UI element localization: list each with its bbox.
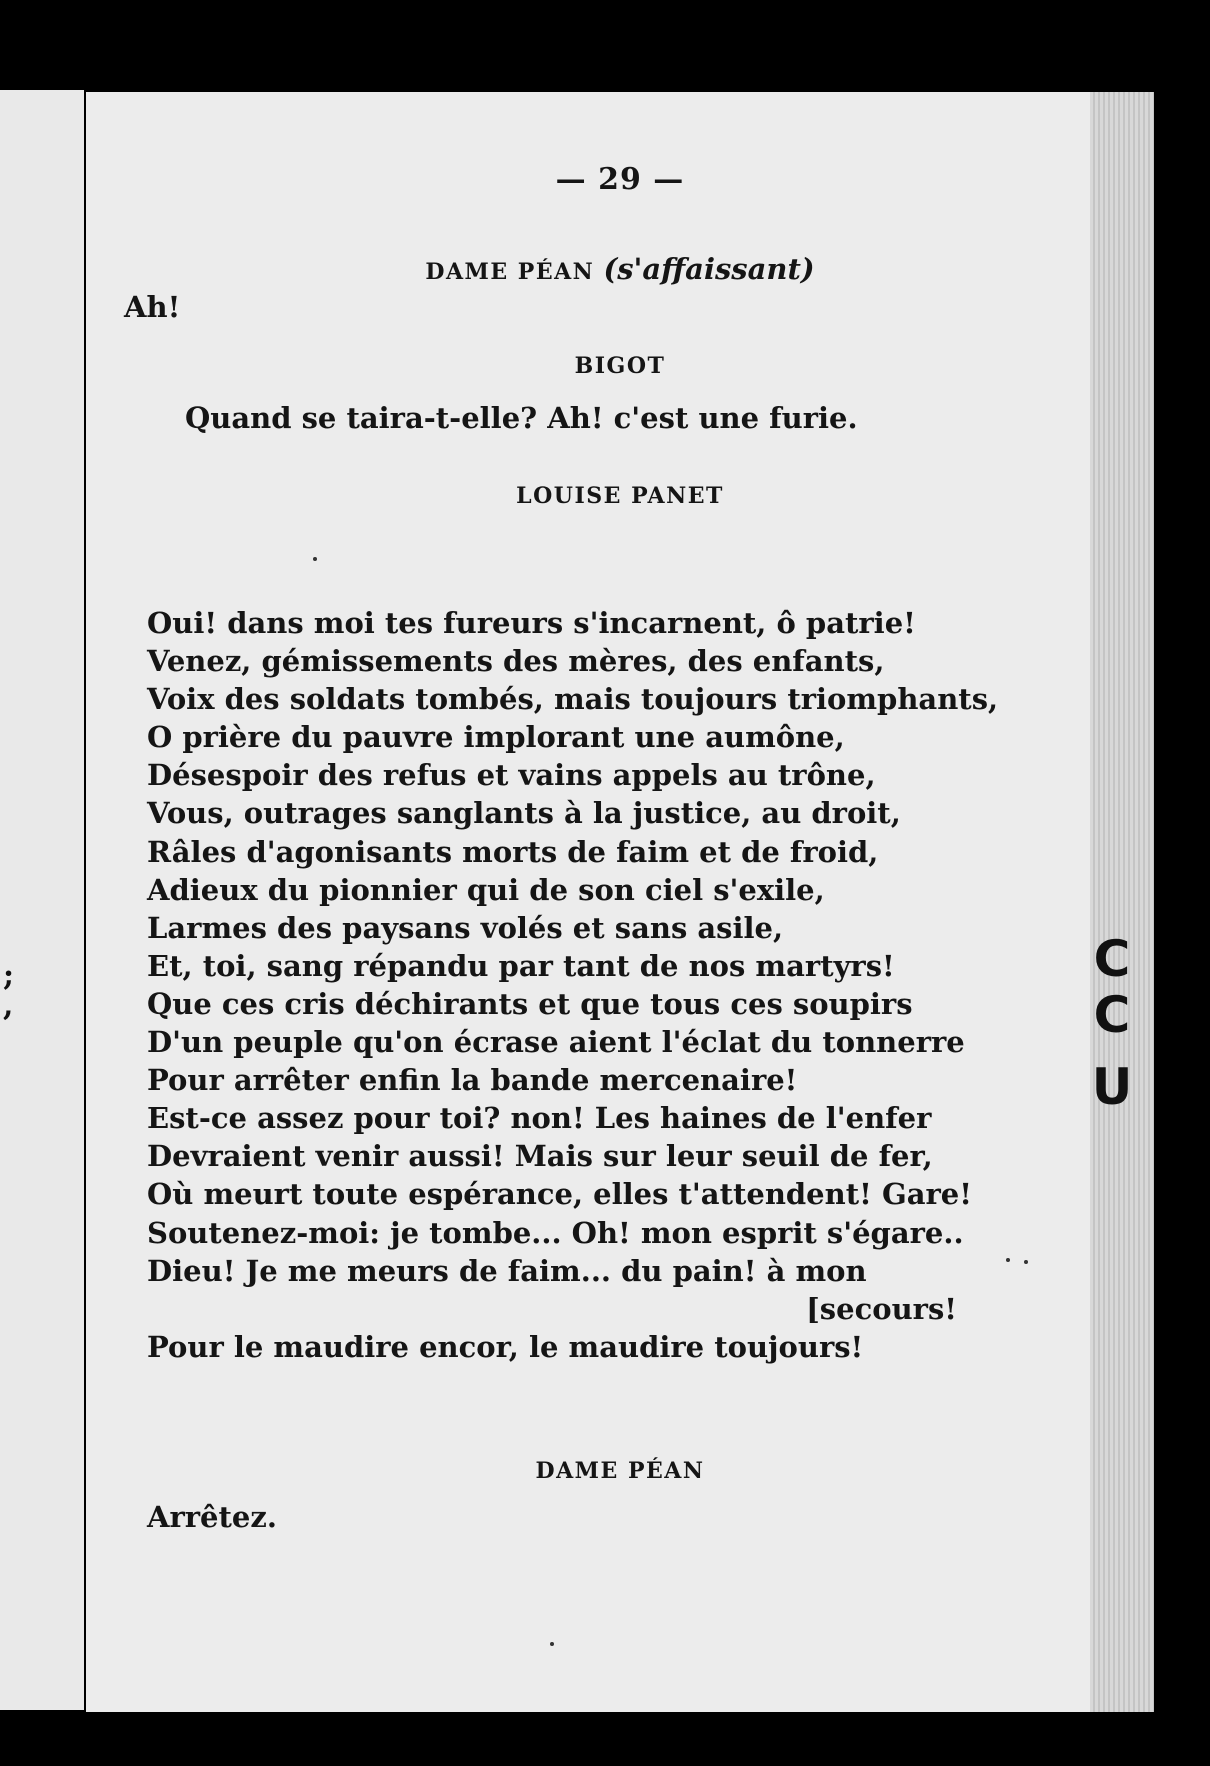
prev-page-mark: , bbox=[3, 988, 14, 1023]
verse-line: D'un peuple qu'on écrase aient l'éclat du tonnerre bbox=[147, 1025, 965, 1060]
verse-line: Oui! dans moi tes fureurs s'incarnent, ô patrie! bbox=[147, 606, 916, 640]
speaker-name: LOUISE PANET bbox=[516, 483, 724, 509]
speck bbox=[1024, 1260, 1028, 1264]
verse-line: Râles d'agonisants morts de faim et de froid, bbox=[147, 834, 879, 869]
speaker-name: DAME PÉAN bbox=[535, 1458, 705, 1484]
speck bbox=[313, 557, 317, 561]
speaker-name: BIGOT bbox=[574, 353, 666, 379]
verse-line: Soutenez-moi: je tombe... Oh! mon esprit s'égare.. bbox=[147, 1215, 964, 1250]
verse-line: Et, toi, sang répandu par tant de nos martyrs! bbox=[147, 948, 895, 983]
verse-line: Venez, gémissements des mères, des enfants, bbox=[147, 644, 885, 679]
verse-line: Désespoir des refus et vains appels au trône, bbox=[147, 758, 876, 793]
verse-line: Vous, outrages sanglants à la justice, au droit, bbox=[147, 796, 901, 831]
verse-line: Dieu! Je me meurs de faim... du pain! à mon bbox=[147, 1253, 867, 1288]
speaker-heading bbox=[86, 483, 1154, 509]
verse-line: Pour le maudire encor, le maudire toujours! bbox=[147, 1329, 864, 1364]
verse-line: Est-ce assez pour toi? non! Les haines de l'enfer bbox=[147, 1101, 932, 1136]
verse-line: Voix des soldats tombés, mais toujours triomphants, bbox=[147, 682, 999, 717]
edge-glyph: C bbox=[1093, 930, 1131, 988]
dialogue-line: Quand se taira-t-elle? Ah! c'est une furie. bbox=[185, 401, 858, 435]
verse-line: Où meurt toute espérance, elles t'attendent! Gare! bbox=[147, 1177, 972, 1212]
verse-line: Adieux du pionnier qui de son ciel s'exile, bbox=[147, 872, 825, 907]
verse-line: Pour arrêter enfin la bande mercenaire! bbox=[147, 1063, 798, 1098]
speaker-name: DAME PÉAN bbox=[425, 259, 595, 285]
verse-line-continuation: [secours! bbox=[806, 1291, 957, 1326]
stage-direction: (s'affaissant) bbox=[603, 252, 815, 286]
edge-glyph: U bbox=[1091, 1058, 1133, 1116]
verse-block bbox=[147, 604, 999, 1366]
speaker-heading bbox=[86, 252, 1154, 286]
verse-line: O prière du pauvre implorant une aumône, bbox=[147, 720, 845, 755]
speck bbox=[550, 1642, 554, 1646]
speaker-heading bbox=[86, 1458, 1154, 1484]
page-number: — 29 — bbox=[555, 162, 685, 197]
verse-line: Devraient venir aussi! Mais sur leur seuil de fer, bbox=[147, 1139, 933, 1174]
page-content bbox=[86, 92, 1154, 1712]
page-stack-edge bbox=[1090, 92, 1154, 1712]
dialogue-line: Ah! bbox=[124, 290, 181, 324]
speaker-heading bbox=[86, 353, 1154, 379]
prev-page-mark: ; bbox=[3, 958, 15, 993]
verse-line: Que ces cris déchirants et que tous ces soupirs bbox=[147, 986, 913, 1021]
verse-line: Larmes des paysans volés et sans asile, bbox=[147, 910, 784, 945]
edge-glyph: C bbox=[1093, 986, 1131, 1044]
speck bbox=[1006, 1258, 1010, 1262]
book-page bbox=[86, 92, 1154, 1712]
previous-page-edge bbox=[0, 90, 84, 1710]
dialogue-line: Arrêtez. bbox=[147, 1500, 277, 1534]
